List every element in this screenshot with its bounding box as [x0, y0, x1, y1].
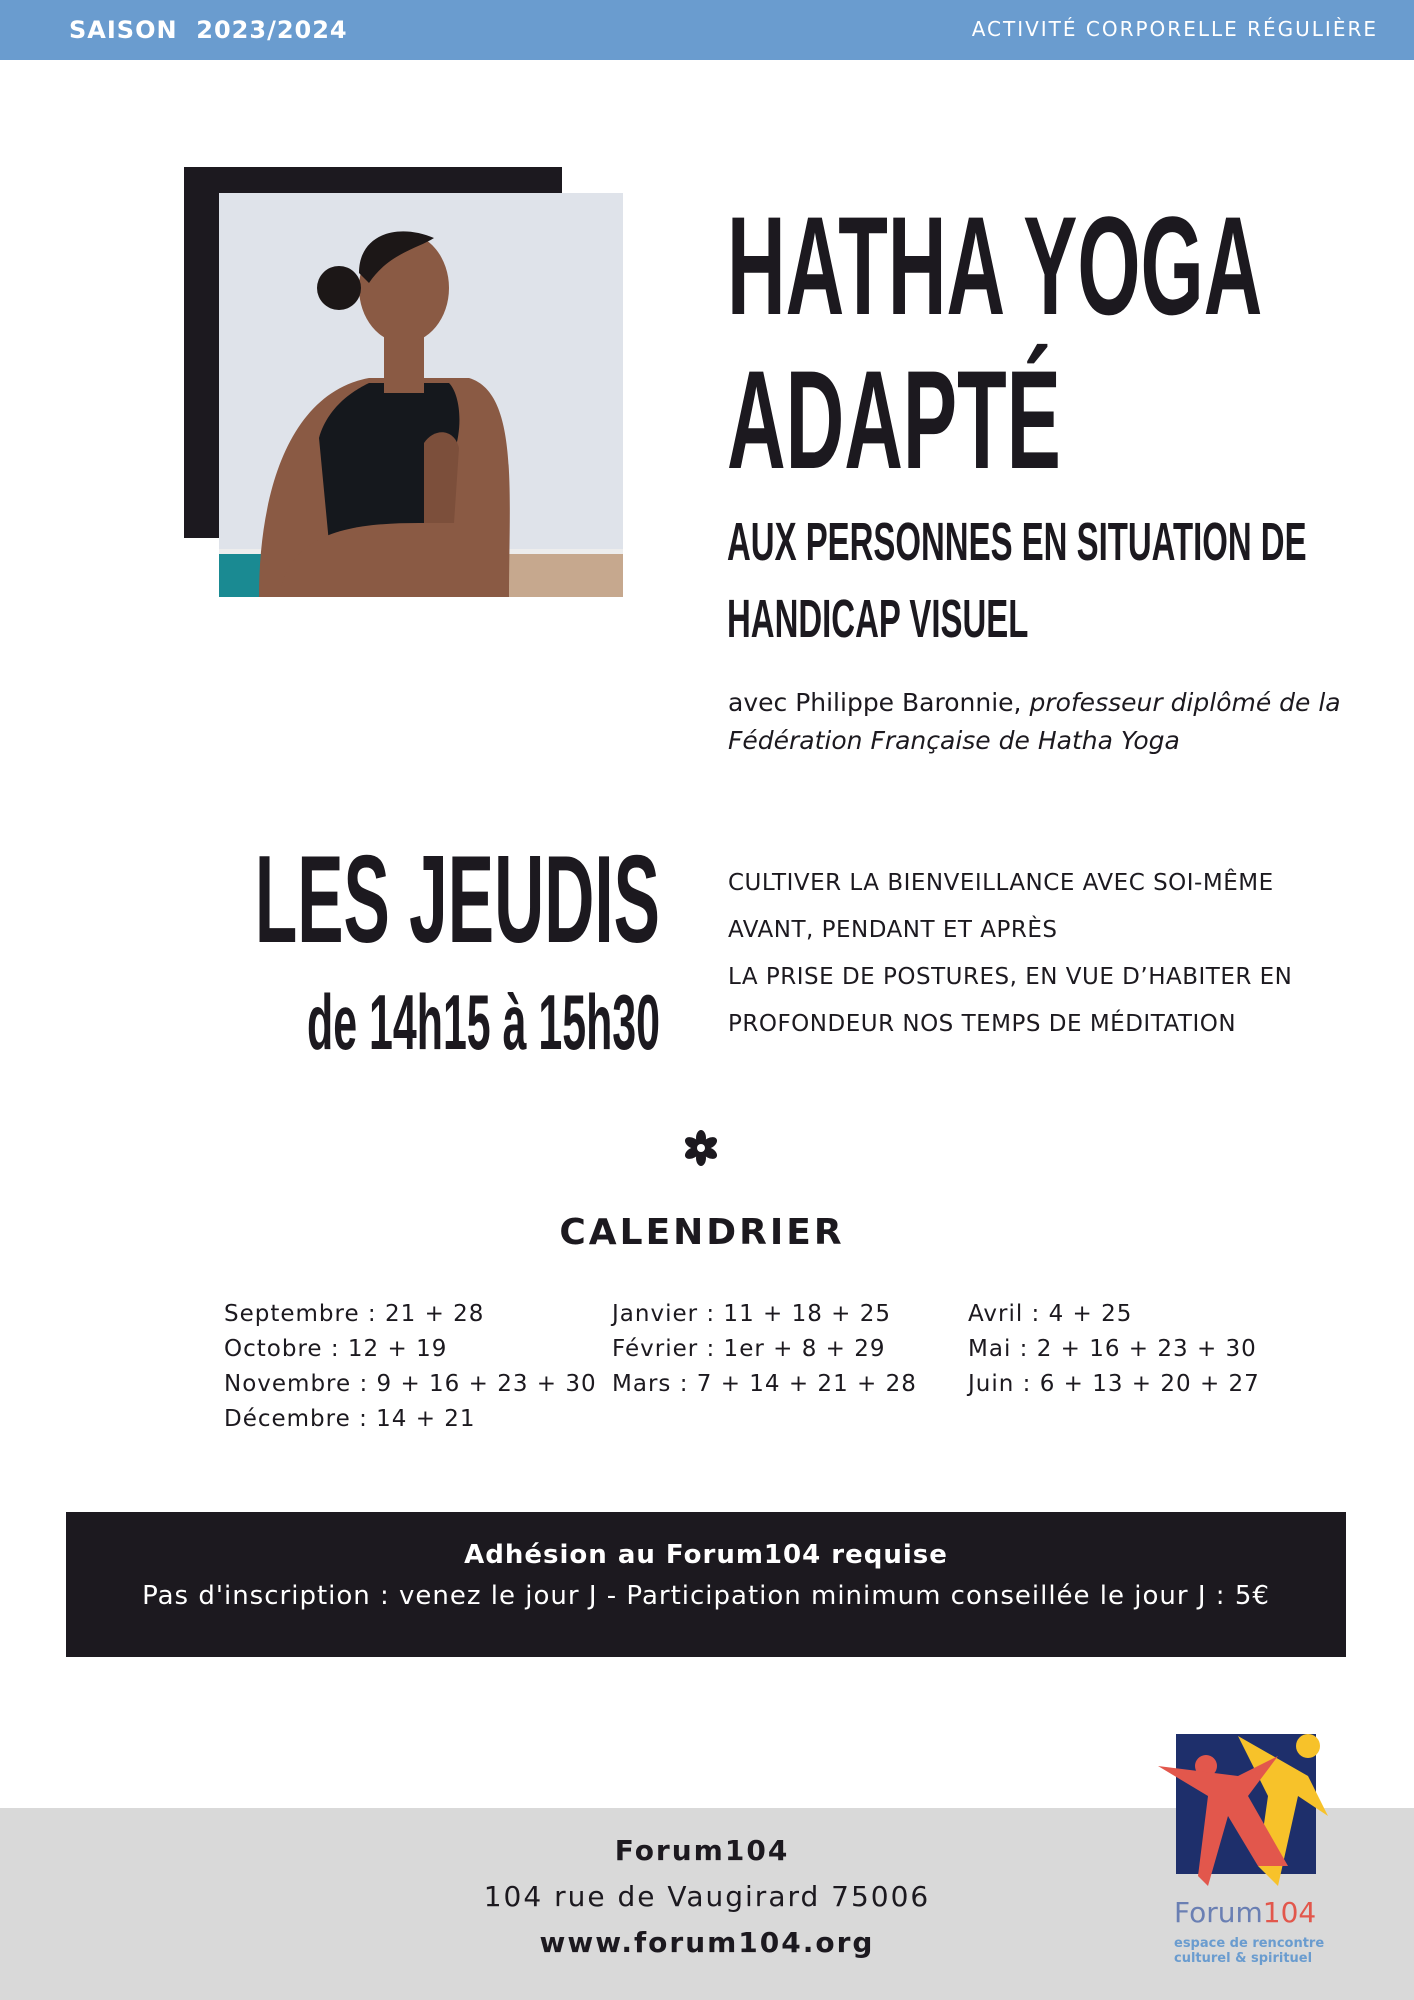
calendar-month: Juin : 6 + 13 + 20 + 27 [968, 1371, 1260, 1397]
calendar-month: Octobre : 12 + 19 [224, 1336, 448, 1362]
subtitle-line-2: HANDICAP VISUEL [727, 589, 1029, 649]
calendar-month: Décembre : 14 + 21 [224, 1406, 476, 1432]
subtitle-line-1: AUX PERSONNES EN SITUATION DE [727, 512, 1307, 572]
flower-icon [683, 1130, 719, 1166]
calendar-month: Avril : 4 + 25 [968, 1301, 1133, 1327]
logo-wordmark [1174, 1896, 1316, 1929]
footer-address: 104 rue de Vaugirard 75006 [483, 1880, 931, 1913]
teacher-info [728, 684, 1368, 760]
logo-tagline-line: espace de rencontre [1174, 1936, 1325, 1951]
yoga-photo [219, 193, 623, 597]
logo-tagline-line: culturel & spirituel [1174, 1951, 1313, 1966]
teacher-credentials: professeur diplômé de la Fédération Française de Hatha Yoga [728, 688, 1341, 755]
forum104-logo [1158, 1716, 1334, 1892]
logo-tagline [1174, 1936, 1324, 1966]
logo-wordmark-text: Forum [1174, 1896, 1263, 1929]
logo-wordmark-number: 104 [1262, 1896, 1317, 1929]
info-box [66, 1512, 1346, 1657]
calendar-month: Septembre : 21 + 28 [224, 1301, 485, 1327]
schedule-hours: de 14h15 à 15h30 [307, 978, 660, 1066]
course-description [728, 860, 1368, 1048]
calendar-month: Mai : 2 + 16 + 23 + 30 [968, 1336, 1257, 1362]
registration-notice: Pas d'inscription : venez le jour J - Participation minimum conseillée le jour J : 5€ [142, 1581, 1270, 1611]
calendar-column-3 [968, 1297, 1260, 1402]
description-line: AVANT, PENDANT ET APRÈS [728, 917, 1058, 943]
description-line: PROFONDEUR NOS TEMPS DE MÉDITATION [728, 1011, 1237, 1037]
footer-website-link[interactable]: www.forum104.org [539, 1926, 875, 1959]
calendar-month: Février : 1er + 8 + 29 [612, 1336, 886, 1362]
season-label: SAISON 2023/2024 [69, 16, 348, 44]
activity-type-label: ACTIVITÉ CORPORELLE RÉGULIÈRE [971, 17, 1378, 41]
description-line: CULTIVER LA BIENVEILLANCE AVEC SOI-MÊME [728, 870, 1274, 896]
teacher-name: avec Philippe Baronnie, [728, 688, 1022, 717]
title-line-1: HATHA YOGA [727, 187, 1263, 344]
calendar-heading: CALENDRIER [559, 1212, 845, 1253]
footer-organization-name: Forum104 [614, 1834, 790, 1867]
calendar-month: Janvier : 11 + 18 + 25 [612, 1301, 892, 1327]
description-line: LA PRISE DE POSTURES, EN VUE D’HABITER EN [728, 964, 1293, 990]
calendar-column-2 [612, 1297, 917, 1402]
calendar-column-1 [224, 1297, 597, 1437]
calendar-month: Novembre : 9 + 16 + 23 + 30 [224, 1371, 597, 1397]
calendar-month: Mars : 7 + 14 + 21 + 28 [612, 1371, 917, 1397]
title-line-2: ADAPTÉ [727, 341, 1061, 498]
schedule-day: LES JEUDIS [254, 831, 660, 969]
membership-notice: Adhésion au Forum104 requise [464, 1540, 948, 1570]
